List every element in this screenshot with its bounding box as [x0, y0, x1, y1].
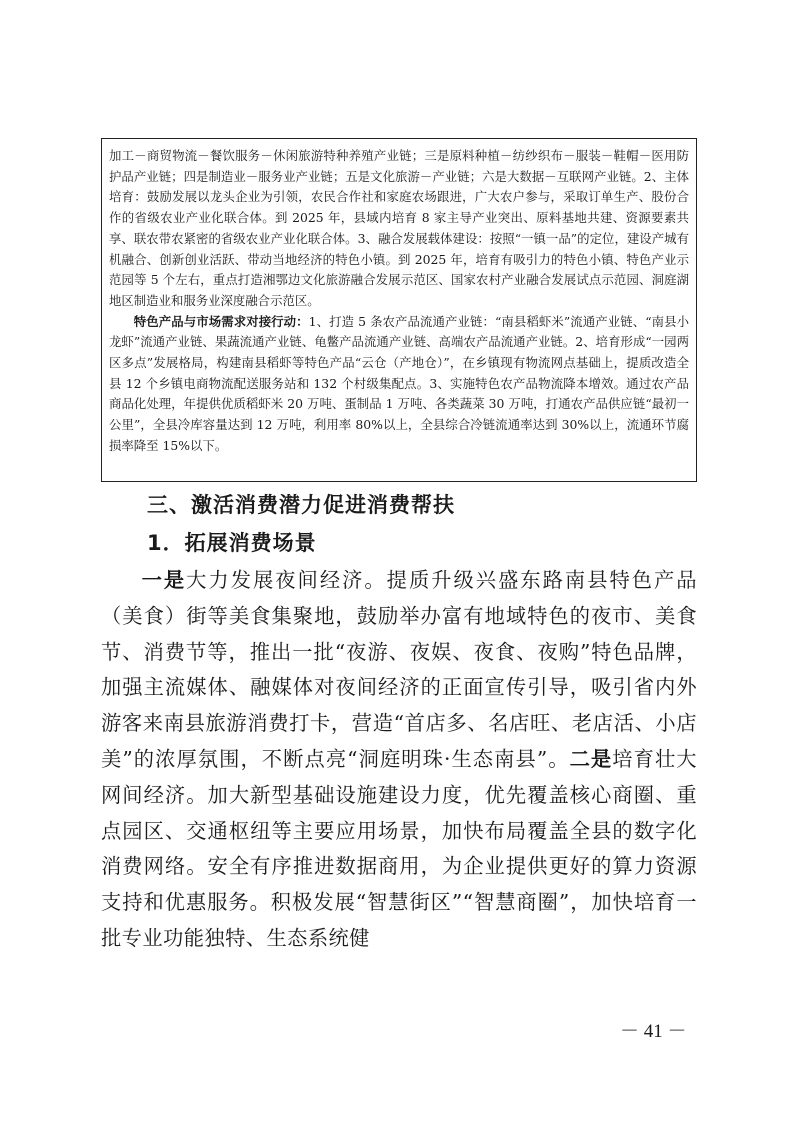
- text-box: [101, 138, 697, 482]
- lead-two: 二是: [569, 746, 613, 771]
- box-paragraph-1: 加工－商贸物流－餐饮服务－休闲旅游特种养殖产业链；三是原料种植－纺纱织布－服装－鞋帽－医用防护品产业链；四是制造业－服务业产业链；五是文化旅游－产业链；六是大数据－互联网产业链。2、主体培育：鼓励发展以龙头企业为引领，农民合作社和家庭农场跟进，广大农户参与，采取订单生产、股份合作的省级农业产业化联合体。到 2025 年，县域内培育 8 家主导产业突出、原料基地共建、资源要素共享、联农带农紧密的省级农业产业化联合体。3、融合发展载体建设：按照“一镇一品”的定位，建设产城有机融合、创新创业活跃、带动当地经济的特色小镇。到 2025 年，培育有吸引力的特色小镇、特色产业示范园等 5 个左右，重点打造湘鄂边文化旅游融合发展示范区、国家农村产业融合发展试点示范园、洞庭湖地区制造业和服务业深度融合示范区。: [109, 148, 689, 308]
- lead-one: 一是: [141, 568, 187, 592]
- section-heading: 三、激活消费潜力促进消费帮扶: [147, 493, 455, 517]
- box-bold-label: 特色产品与市场需求对接行动：: [133, 313, 309, 329]
- body-paragraph: [101, 563, 697, 957]
- body-text-one: 大力发展夜间经济。提质升级兴盛东路南县特色产品（美食）街等美食集聚地，鼓励举办富有地域特色的夜市、美食节、消费节等，推出一批“夜游、夜娱、夜食、夜购”特色品牌，加强主流媒体、融媒体对夜间经济的正面宣传引导，吸引省内外游客来南县旅游消费打卡，营造“首店多、名店旺、老店活、小店美”的浓厚氛围，不断点亮“洞庭明珠·生态南县”。: [101, 568, 697, 771]
- page-number: － 41 －: [620, 1021, 687, 1042]
- body-text-two: 培育壮大网间经济。加大新型基础设施建设力度，优先覆盖核心商圈、重点园区、交通枢纽等主要应用场景，加快布局覆盖全县的数字化消费网络。安全有序推进数据商用，为企业提供更好的算力资源支持和优惠服务。积极发展“智慧街区”“智慧商圈”，加快培育一批专业功能独特、生态系统健: [101, 746, 697, 950]
- box-paragraph-2: [109, 312, 689, 457]
- sub-heading: 1．拓展消费场景: [147, 531, 317, 555]
- box-paragraph-2-text: 1、打造 5 条农产品流通产业链：“南县稻虾米”流通产业链、“南县小龙虾”流通产业链、果蔬流通产业链、龟鳖产品流通产业链、高端农产品流通产业链。2、培育形成“一园两区多点”发展格局，构建南县稻虾等特色产品“云仓（产地仓）”，在乡镇现有物流网点基础上，提质改造全县 12 个乡镇电商物流配送服务站和 132 个村级集配点。3、实施特色农产品物流降本增效。通过农产品商品化处理，年提供优质稻虾米 20 万吨、蛋制品 1 万吨、各类蔬菜 30 万吨，打通农产品供应链“最初一公里”，全县冷库容量达到 12 万吨，利用率 80%以上，全县综合冷链流通率达到 30%以上，流通环节腐损率降至 15%以下。: [109, 313, 690, 453]
